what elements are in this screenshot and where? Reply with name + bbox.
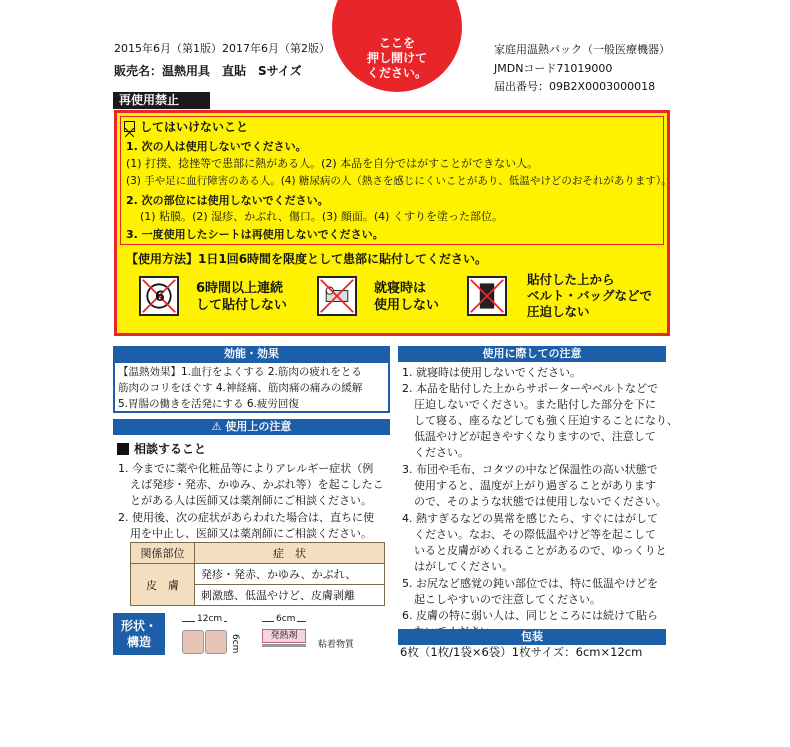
adhesive-layer	[262, 644, 306, 647]
no-sleep-icon	[317, 276, 357, 316]
width-dimension: 12cm	[197, 614, 223, 624]
table-cell-symptoms-2: 刺激感、低温やけど、皮膚剥離	[195, 585, 385, 606]
warning-line-5: (1) 粘膜。(2) 湿疹、かぶれ、傷口。(3) 顔面。(4) くすりを塗った部位。	[140, 210, 503, 223]
effects-title: 効能・効果	[113, 346, 390, 362]
open-here-text[interactable]: ここを 押し開けて ください。	[366, 36, 427, 80]
precaution-line-3: とがある人は医師又は薬剤師にご相談ください。	[130, 494, 372, 507]
warning-line-2: (1) 打撲、捻挫等で患部に熱がある人。(2) 本品を自分ではがすことができない人。	[126, 157, 539, 170]
caution-line-14: 5. お尻など感覚の鈍い部位では、特に低温やけどを	[402, 577, 658, 590]
caution-line-12: いると皮膚がめくれることがあるので、ゆっくりと	[414, 544, 667, 557]
effects-line-3: 5.胃腸の働きを活発にする 6.疲労回復	[118, 398, 299, 410]
warning-line-6: 3. 一度使用したシートは再使用しないでください。	[126, 228, 384, 241]
six-hours-no-icon	[139, 276, 179, 316]
caution-line-7: 3. 布団や毛布、コタツの中など保温性の高い状態で	[402, 463, 658, 476]
package-title: 包装	[398, 629, 666, 645]
caution-title: 使用に際しての注意	[398, 346, 666, 362]
picto-text-2: 就寝時は 使用しない	[374, 281, 440, 313]
caution-line-2: 2. 本品を貼付した上からサポーターやベルトなどで	[402, 382, 658, 395]
warning-line-3: (3) 手や足に血行障害のある人。(4) 糖尿病の人（熱さを感じにくいことがあり、低温やけどのおそれがあります）。	[126, 175, 672, 187]
patch-left	[182, 630, 204, 654]
precaution-line-5: 用を中止し、医師又は薬剤師にご相談ください。	[130, 527, 372, 540]
usage-text: 【使用方法】1日1回6時間を限度として患部に貼付してください。	[126, 252, 488, 266]
caution-line-4: して寝る、座るなどしても強く圧迫することになり、	[414, 414, 678, 427]
height-dimension: 6cm	[230, 634, 240, 654]
reuse-ban-label: 再使用禁止	[113, 92, 210, 109]
shape-label: 形状・ 構造	[113, 613, 165, 655]
warning-triangle-icon: ⚠	[211, 420, 226, 433]
patch-right	[205, 630, 227, 654]
package-text: 6枚（1枚/1袋×6袋）1枚サイズ：6cm×12cm	[400, 645, 643, 659]
caution-line-10: 4. 熱すぎるなどの異常を感じたら、すぐにはがして	[402, 512, 658, 525]
jmdn-code: JMDNコード71019000	[494, 62, 613, 75]
table-header-part: 関係部位	[131, 543, 195, 564]
caution-line-5: 低温やけどが起きやすくなりますので、注意して	[414, 430, 656, 443]
caution-line-1: 1. 就寝時は使用しないでください。	[402, 366, 581, 379]
caution-line-15: 起こしやすいので注意してください。	[414, 593, 601, 606]
effects-line-1: 【温熱効果】1.血行をよくする 2.筋肉の疲れをとる	[118, 366, 362, 378]
no-pressure-icon	[467, 276, 507, 316]
precaution-line-4: 2. 使用後、次の症状があらわれた場合は、直ちに使	[118, 511, 374, 524]
precaution-line-1: 1. 今までに薬や化粧品等によりアレルギー症状（例	[118, 462, 374, 475]
effects-line-2: 筋肉のコリをほぐす 4.神経痛、筋肉痛の痛みの緩解	[118, 382, 363, 394]
notification-number: 届出番号：09B2X0003000018	[494, 80, 656, 93]
symptoms-table	[130, 542, 385, 606]
precautions-title	[113, 419, 390, 435]
consult-icon	[117, 443, 129, 455]
table-header-symptoms: 症 状	[195, 543, 385, 564]
caution-line-9: ので、そのような状態では使用しないでください。	[414, 495, 667, 508]
adhesive-label: 粘着物質	[318, 640, 355, 650]
prohibited-icon	[124, 121, 135, 132]
caution-line-6: ください。	[414, 446, 469, 459]
caution-line-16: 6. 皮膚の特に弱い人は、同じところには続けて貼ら	[402, 609, 658, 622]
table-cell-part: 皮 膚	[131, 564, 195, 606]
picto-text-1: 6時間以上連続 して貼付しない	[196, 281, 288, 313]
caution-line-3: 圧迫しないでください。また貼付した部分を下に	[414, 398, 656, 411]
table-cell-symptoms-1: 発疹・発赤、かゆみ、かぶれ、	[195, 564, 385, 585]
heat-agent-label: 発熱剤	[262, 629, 306, 643]
warning-line-4: 2. 次の部位には使用しないでください。	[126, 194, 329, 207]
small-width-dimension: 6cm	[276, 614, 296, 624]
six-label: 6	[155, 289, 165, 305]
precautions-title-text: 使用上の注意	[225, 420, 292, 433]
product-name: 販売名：温熱用具 直貼 Sサイズ	[114, 64, 302, 78]
consult-title: 相談すること	[134, 442, 207, 456]
warning-title: してはいけないこと	[140, 120, 249, 134]
device-type: 家庭用温熱パック（一般医療機器）	[494, 43, 670, 56]
warning-line-1: 1. 次の人は使用しないでください。	[126, 140, 307, 153]
picto-text-3: 貼付した上から ベルト・バッグなどで 圧迫しない	[527, 272, 653, 319]
edition-text: 2015年6月（第1版）2017年6月（第2版）	[114, 42, 330, 55]
caution-line-8: 使用すると、温度が上がり過ぎることがあります	[414, 479, 656, 492]
caution-line-13: はがしてください。	[414, 560, 513, 573]
caution-line-11: ください。なお、その際低温やけど等を起こして	[414, 528, 656, 541]
precaution-line-2: えば発疹・発赤、かゆみ、かぶれ等）を起こしたこ	[130, 478, 384, 491]
